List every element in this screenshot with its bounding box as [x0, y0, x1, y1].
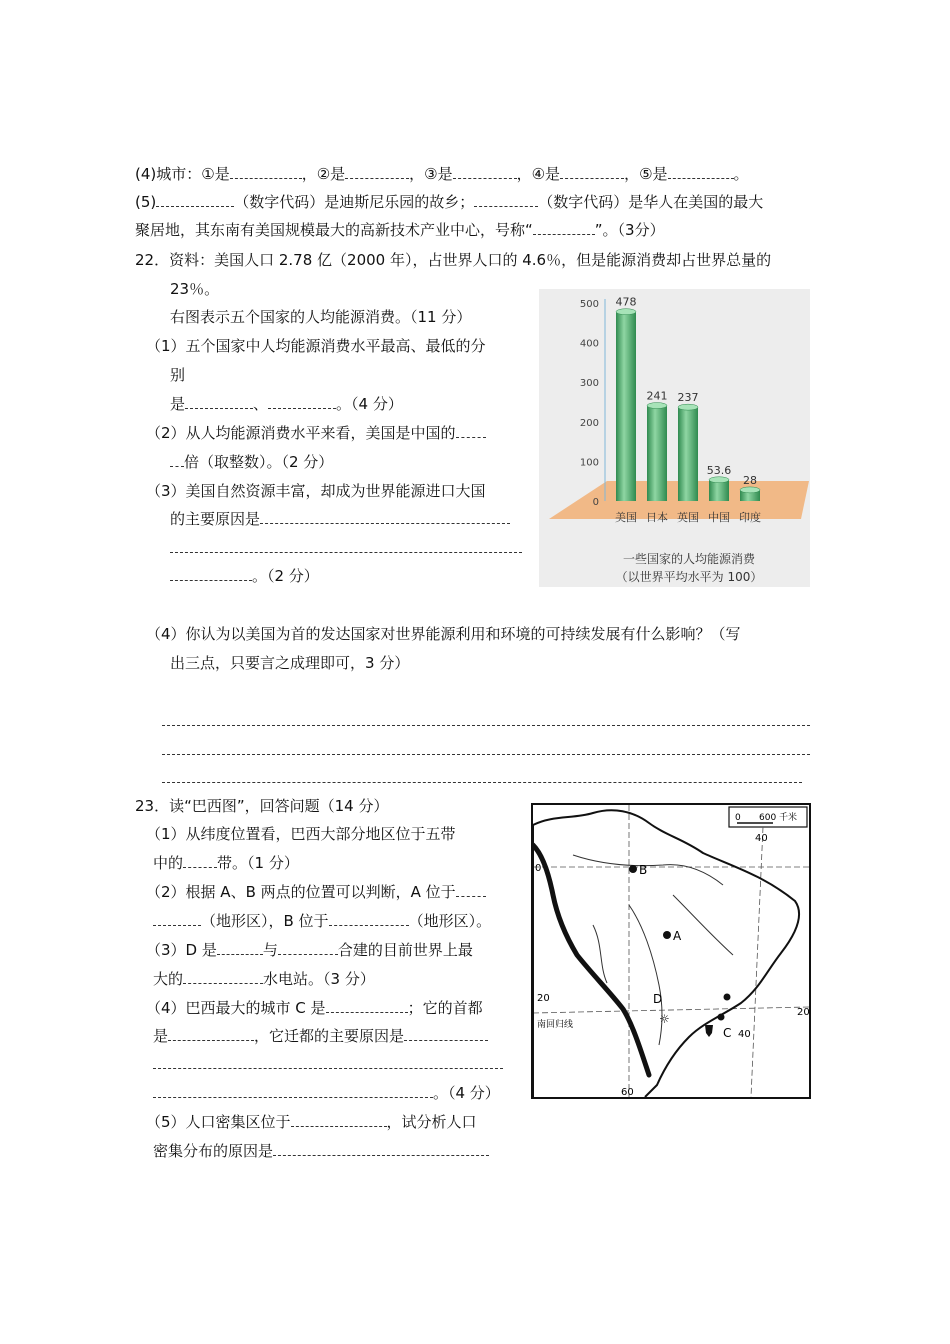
lat-label: 20	[537, 993, 550, 1004]
y-tick-label-0: 0	[592, 497, 599, 508]
point-b-marker	[629, 865, 637, 873]
amazon-river	[573, 855, 723, 885]
point-c-label: C	[723, 1026, 732, 1040]
capital-marker	[705, 1025, 713, 1037]
answer-blank[interactable]	[273, 1141, 489, 1156]
q23-part1-cont: 中的 带。（1 分）	[153, 854, 299, 872]
answer-blank[interactable]	[170, 566, 252, 581]
answer-line[interactable]	[162, 725, 810, 726]
answer-blank[interactable]	[668, 164, 734, 179]
south-america-outline	[533, 810, 799, 1097]
energy-consumption-chart	[539, 289, 810, 587]
city-marker	[724, 994, 731, 1001]
answer-blank[interactable]	[260, 509, 510, 524]
q22-part2: （2）从人均能源消费水平来看，美国是中国的	[146, 423, 486, 443]
q23-part3: （3）D 是 与 合建的目前世界上最	[146, 941, 473, 959]
q22-part3: （3）美国自然资源丰富，却成为世界能源进口大国	[146, 482, 486, 500]
scale-zero: 0	[735, 813, 741, 823]
answer-blank[interactable]	[168, 1026, 254, 1041]
bar-0	[616, 312, 636, 501]
meridian-40	[751, 827, 763, 1097]
q23-part1: （1）从纬度位置看，巴西大部分地区位于五带	[146, 825, 456, 843]
q23-title: 23．读“巴西图”，回答问题（14 分）	[135, 797, 389, 815]
answer-blank[interactable]	[217, 940, 263, 955]
andes-mountains	[533, 845, 649, 1075]
brazil-map-svg	[533, 805, 809, 1097]
q22-intro-figure-ref: 右图表示五个国家的人均能源消费。（11 分）	[170, 308, 472, 326]
answer-line[interactable]	[162, 754, 810, 755]
q21-line4: (4)城市：①是 ，②是 ，③是 ，④是 ，⑤是 。	[135, 165, 749, 183]
hydro-station-icon: ☼	[659, 1012, 670, 1026]
answer-blank[interactable]	[156, 192, 234, 207]
y-tick-label-3: 300	[579, 378, 599, 390]
lon-label: 40	[738, 1029, 751, 1040]
answer-blank[interactable]	[533, 220, 595, 235]
answer-blank[interactable]	[474, 192, 538, 207]
y-tick-label-4: 400	[579, 338, 599, 350]
answer-blank[interactable]	[456, 882, 486, 897]
lat-label: 20	[797, 1007, 809, 1018]
q22-part4: （4）你认为以美国为首的发达国家对世界能源利用和环境的可持续发展有什么影响？（写	[146, 625, 741, 643]
q21-line5: (5) （数字代码）是迪斯尼乐园的故乡； （数字代码）是华人在美国的最大	[135, 193, 764, 211]
answer-blank[interactable]	[345, 164, 409, 179]
answer-blank[interactable]	[329, 911, 409, 926]
q22-intro: 22．资料：美国人口 2.78 亿（2000 年），占世界人口的 4.6％，但是能源消费却占世界总量的	[135, 251, 772, 269]
answer-blank[interactable]	[170, 452, 184, 467]
q22-part3-cont: 的主要原因是	[170, 509, 510, 529]
answer-line[interactable]	[162, 782, 802, 783]
category-label-4: 印度	[739, 511, 761, 524]
answer-blank[interactable]	[456, 423, 486, 438]
q23-part5: （5）人口密集区位于 ，试分析人口	[146, 1113, 477, 1131]
q22-intro-cont: 23％。	[170, 280, 220, 298]
value-label-3: 53.6	[706, 463, 732, 477]
sao-francisco-river	[673, 895, 733, 955]
bar-top-0	[616, 309, 636, 315]
answer-blank[interactable]	[453, 164, 517, 179]
lon-label: 60	[621, 1087, 634, 1097]
bar-chart-svg	[539, 289, 810, 587]
tropic-line	[533, 1007, 809, 1013]
chart-caption: 一些国家的人均能源消费	[622, 552, 756, 566]
answer-blank[interactable]	[404, 1026, 488, 1041]
bar-2	[678, 407, 698, 501]
answer-line[interactable]	[170, 552, 522, 553]
value-label-4: 28	[743, 473, 757, 487]
answer-blank[interactable]	[153, 1083, 433, 1098]
brazil-map	[531, 803, 811, 1099]
q23-part2: （2）根据 A、B 两点的位置可以判断，A 位于	[146, 882, 486, 902]
value-label-1: 241	[646, 389, 668, 403]
q22-part2-cont: 倍（取整数）。（2 分）	[170, 452, 333, 472]
y-tick-label-2: 200	[579, 417, 599, 429]
q23-part3-cont: 大的 水电站。（3 分）	[153, 970, 375, 988]
scale-label: 600 千米	[759, 813, 798, 823]
q23-part5-cont: 密集分布的原因是	[153, 1141, 489, 1161]
category-label-2: 英国	[677, 511, 699, 524]
y-tick-label-1: 100	[579, 457, 599, 469]
category-label-3: 中国	[708, 511, 730, 524]
value-label-0: 478	[615, 295, 637, 309]
point-a-label: A	[673, 929, 682, 943]
category-label-1: 日本	[646, 511, 668, 524]
q23-part4-cont: 是 ，它迁都的主要原因是	[153, 1026, 488, 1046]
q22-part1-cont: 别	[170, 366, 186, 384]
answer-blank[interactable]	[278, 940, 338, 955]
answer-blank[interactable]	[183, 969, 263, 984]
answer-blank[interactable]	[153, 911, 201, 926]
q23-part4: （4）巴西最大的城市 C 是 ；它的首都	[146, 999, 483, 1017]
chart-caption-note: （以世界平均水平为 100）	[615, 570, 763, 584]
bar-top-3	[709, 477, 729, 483]
point-d-label: D	[653, 992, 663, 1006]
q23-part2-cont: （地形区），B 位于 （地形区）。	[153, 911, 491, 931]
bar-top-4	[740, 487, 760, 493]
q22-part1-answer: 是 、 。（4 分）	[170, 395, 403, 413]
q22-part3-end: 。（2 分）	[170, 566, 319, 586]
value-label-2: 237	[677, 391, 699, 405]
answer-blank[interactable]	[183, 853, 217, 868]
bar-1	[647, 406, 667, 501]
parana-river	[629, 905, 662, 1045]
answer-blank[interactable]	[268, 394, 336, 409]
answer-blank[interactable]	[326, 998, 408, 1013]
bar-top-2	[678, 404, 698, 410]
answer-blank[interactable]	[185, 394, 253, 409]
q22-part1: （1）五个国家中人均能源消费水平最高、最低的分	[146, 337, 486, 355]
y-tick-label-5: 500	[579, 299, 599, 310]
q23-part4-end: 。（4 分）	[153, 1083, 500, 1103]
category-label-0: 美国	[615, 511, 637, 524]
answer-blank[interactable]	[230, 164, 302, 179]
q22-part4-cont: 出三点，只要言之成理即可，3 分）	[170, 654, 410, 672]
bar-top-1	[647, 403, 667, 409]
answer-blank[interactable]	[291, 1112, 387, 1127]
lon-label: 40	[755, 833, 768, 844]
point-b-label: B	[639, 863, 648, 877]
answer-blank[interactable]	[560, 164, 624, 179]
answer-line[interactable]	[153, 1068, 503, 1069]
city-marker	[718, 1014, 725, 1021]
lat-label: 0	[535, 863, 542, 874]
q21-line6: 聚居地，其东南有美国规模最大的高新技术产业中心，号称“ ”。（3分）	[135, 221, 665, 239]
tropic-label: 南回归线	[537, 1020, 574, 1030]
point-a-marker	[663, 931, 671, 939]
